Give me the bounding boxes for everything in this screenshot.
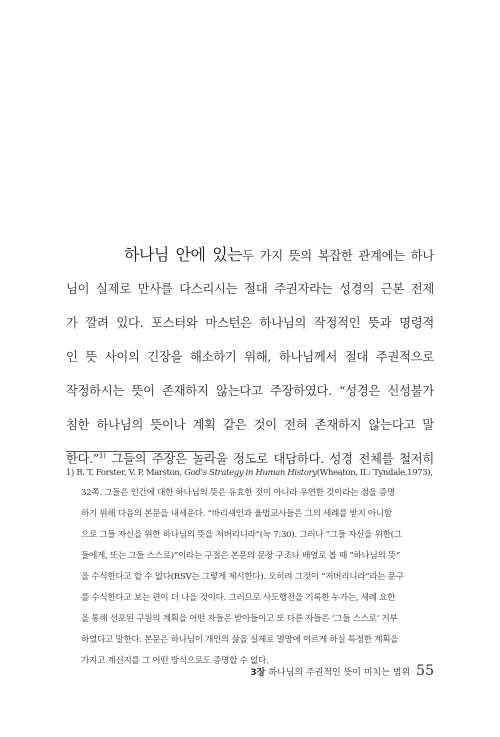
footnote-divider: [66, 451, 214, 452]
footnote-marker: 1) R. T. Forster, V. P. Marston,: [66, 467, 185, 477]
footnote-line-1: [66, 462, 434, 483]
footnote-line-5: 들에게, 또는 그들 스스로)”이라는 구절은 본문의 문장 구조나 배열로 볼 때 “하나님의 뜻”: [81, 551, 401, 561]
body-line-1-text: 두 가지 뜻의 복잡한 관계에는 하나: [242, 249, 434, 263]
footnote-line-6: 을 수식한다고 할 수 없다(RSV는 그렇게 제시한다). 오히려 그것이 “저버리니라”라는 문구: [81, 572, 404, 582]
footnote-line-8: 을 통해 선포된 구원의 계획을 어떤 자들은 받아들이고 또 다른 자들은 ‘그들 스스로’ 거부: [81, 614, 398, 624]
lead-phrase: 하나님 안에 있는: [124, 245, 243, 264]
body-line-2: 님이 실제로 만사를 다스리시는 절대 주권자라는 성경의 근본 전제: [66, 282, 434, 296]
footnote-line-10: 가지고 계신지를 그 어떤 방식으로도 증명할 수 없다.: [81, 656, 269, 666]
footer-chapter: 3장: [250, 668, 266, 678]
footnote-line-2: 32쪽. 그들은 인간에 대한 하나님의 뜻은 유효한 것이 아니라 우연한 것이라는 점을 증명: [81, 488, 396, 498]
footnote-line-9: 하였다고 말한다. 본문은 하나님이 개인의 삶을 실제로 멸망에 이르게 하실 특정한 계획을: [81, 635, 399, 645]
footnote-reference[interactable]: 1): [98, 451, 106, 460]
body-line-6: 침한 하나님의 뜻이나 계획 같은 것이 전혀 존재하지 않는다고 말: [66, 418, 434, 432]
body-line-1: [66, 238, 434, 272]
footnote: [66, 462, 434, 672]
footnote-citation: (Wheaton, IL: Tyndale,1973),: [316, 467, 433, 477]
page-footer: [250, 660, 434, 680]
body-paragraph: [66, 238, 434, 476]
footnote-line-7: 를 수식한다고 보는 편이 더 나을 것이다. 그러므로 사도행전을 기록한 누가는, 세례 요한: [81, 593, 396, 603]
body-line-7-start: 한다.”: [66, 452, 99, 466]
body-line-4: 인 뜻 사이의 긴장을 해소하기 위해, 하나님께서 절대 주권적으로: [66, 350, 434, 364]
body-line-5: 작정하시는 뜻이 존재하지 않는다고 주장하였다. “성경은 신성불가: [66, 384, 434, 398]
footnote-book-title: God’s Strategy in Human History: [184, 467, 317, 477]
footnote-line-3: 하기 위해 다음의 본문을 내세운다. “바리새인과 율법교사들은 그의 세례를 받지 아니함: [81, 509, 392, 519]
body-line-3: 가 깔려 있다. 포스터와 마스턴은 하나님의 작정적인 뜻과 명령적: [66, 316, 434, 330]
footnote-line-4: 으로 그들 자신을 위한 하나님의 뜻을 저버리니라”(눅 7:30). 그러나 “그들 자신을 위한(그: [81, 530, 402, 540]
body-line-7-text: 그들의 주장은 놀라울 정도로 대담하다. 성경 전체를 철저히: [111, 452, 434, 466]
footer-chapter-title: 하나님의 주권적인 뜻이 미치는 범위: [268, 668, 411, 678]
page-number: 55: [416, 663, 434, 679]
